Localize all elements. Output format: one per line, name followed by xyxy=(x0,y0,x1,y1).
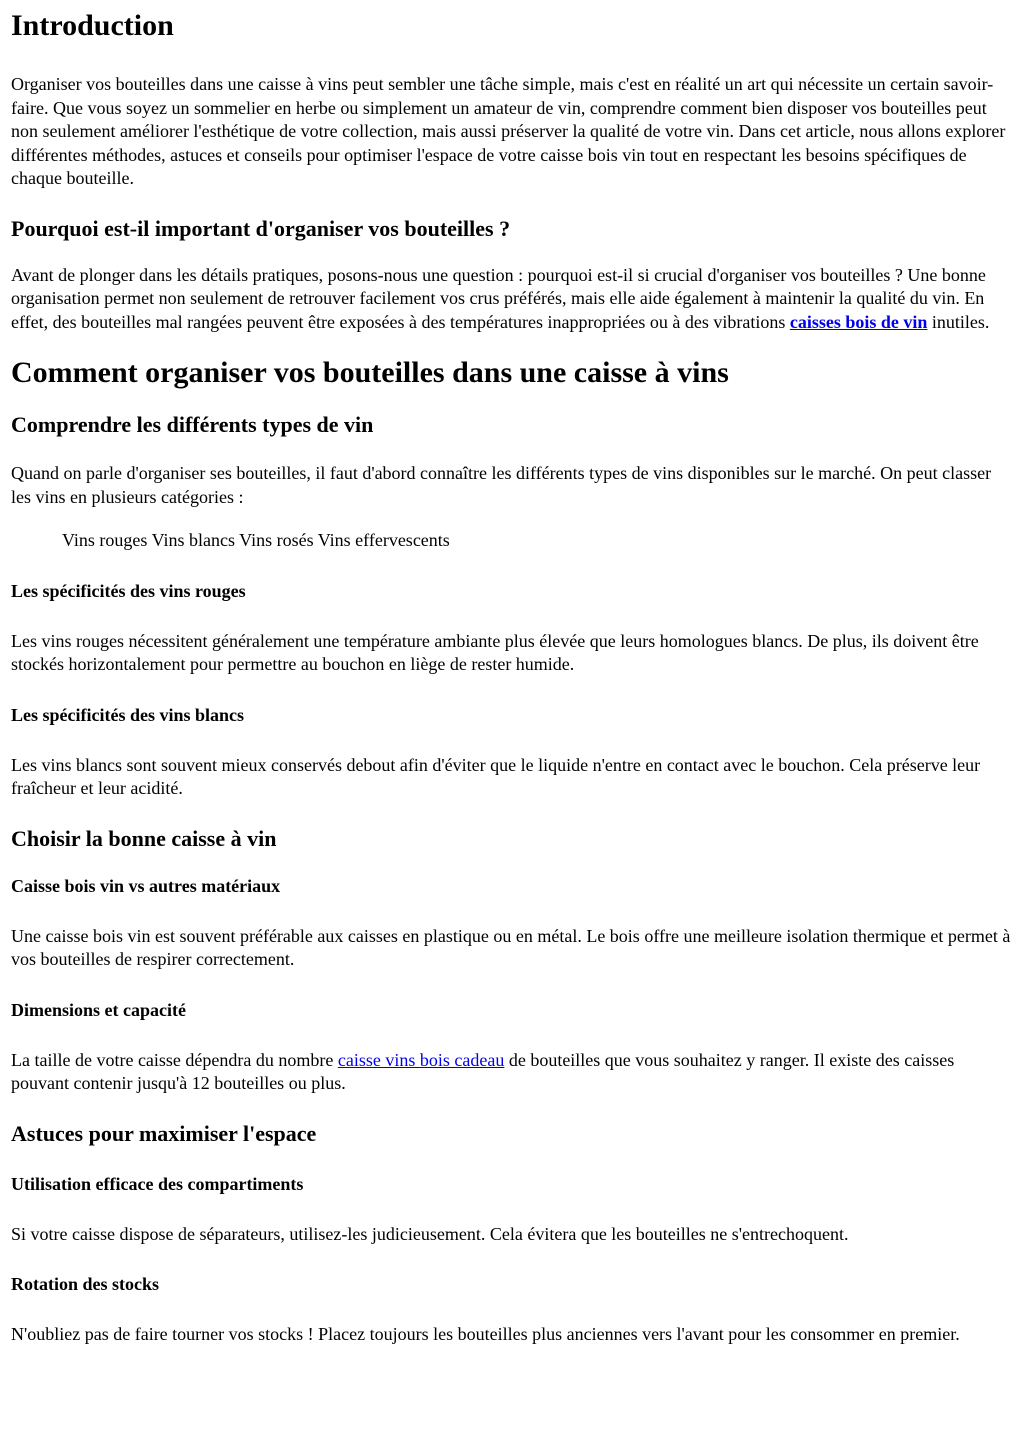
wood-heading: Caisse bois vin vs autres matériaux xyxy=(11,875,281,896)
rotation-heading: Rotation des stocks xyxy=(11,1274,160,1294)
why-heading: Pourquoi est-il important d'organiser vos bouteilles ? xyxy=(11,215,511,241)
intro-paragraph: Organiser vos bouteilles dans une caisse à vins peut sembler une tâche simple, mais c'est en réalité un art qui nécessite un certain savoir-faire. Que vous soyez un sommelier en herbe ou simplement un amateur de vin, comprendre comment bien disposer vos bouteilles peut non seulement améliorer l'esthétique de votre collection, mais aussi préserver la qualité de votre vin. Dans cet article, nous allons explorer différentes méthodes, astuces et conseils pour optimiser l'espace de votre caisse bois vin tout en respectant les besoins spécifiques de chaque bouteille. xyxy=(11,74,1006,188)
reds-heading: Les spécificités des vins rouges xyxy=(11,580,246,601)
wine-types-list: Vins rouges Vins blancs Vins rosés Vins effervescents xyxy=(62,530,450,550)
dims-heading: Dimensions et capacité xyxy=(11,999,186,1020)
reds-paragraph: Les vins rouges nécessitent généralement une température ambiante plus élevée que leurs homologues blancs. De plus, ils doivent être stockés horizontalement pour permettre au bouchon en liège de rester humide. xyxy=(11,630,979,674)
intro-heading: Introduction xyxy=(11,9,174,42)
why-paragraph: Avant de plonger dans les détails pratiques, posons-nous une question : pourquoi est-il si crucial d'organiser vos bouteilles ? Une bonne organisation permet non seulement de retrouver facilement vos crus préférés, mais elle aide également à maintenir la qualité du vin. En effet, des bouteilles mal rangées peuvent être exposées à des températures inappropriées ou à des vibrations caisses bois de vin inutiles. xyxy=(11,264,990,332)
main-heading: Comment organiser vos bouteilles dans une caisse à vins xyxy=(11,356,729,389)
whites-paragraph: Les vins blancs sont souvent mieux conservés debout afin d'éviter que le liquide n'entre en contact avec le bouchon. Cela préserve leur fraîcheur et leur acidité. xyxy=(11,754,981,798)
types-heading: Comprendre les différents types de vin xyxy=(11,412,374,437)
caisses-bois-de-vin-link[interactable]: caisses bois de vin xyxy=(789,311,928,332)
types-paragraph: Quand on parle d'organiser ses bouteilles, il faut d'abord connaître les différents types de vins disponibles sur le marché. On peut classer les vins en plusieurs catégories : xyxy=(11,463,992,507)
rotation-paragraph: N'oubliez pas de faire tourner vos stocks ! Placez toujours les bouteilles plus anciennes vers l'avant pour les consommer en premier. xyxy=(11,1324,960,1344)
tips-heading: Astuces pour maximiser l'espace xyxy=(11,1120,317,1146)
caisse-vins-bois-cadeau-link[interactable]: caisse vins bois cadeau xyxy=(337,1049,505,1070)
compartments-heading: Utilisation efficace des compartiments xyxy=(11,1173,304,1194)
compartments-paragraph: Si votre caisse dispose de séparateurs, utilisez-les judicieusement. Cela évitera que les bouteilles ne s'entrechoquent. xyxy=(11,1223,849,1244)
dims-paragraph: La taille de votre caisse dépendra du nombre caisse vins bois cadeau de bouteilles que vous souhaitez y ranger. Il existe des caisses pouvant contenir jusqu'à 12 bouteilles ou plus. xyxy=(11,1049,955,1093)
wood-paragraph: Une caisse bois vin est souvent préférable aux caisses en plastique ou en métal. Le bois offre une meilleure isolation thermique et permet à vos bouteilles de respirer correctement. xyxy=(11,925,1011,969)
choose-heading: Choisir la bonne caisse à vin xyxy=(11,825,277,851)
whites-heading: Les spécificités des vins blancs xyxy=(11,704,245,725)
